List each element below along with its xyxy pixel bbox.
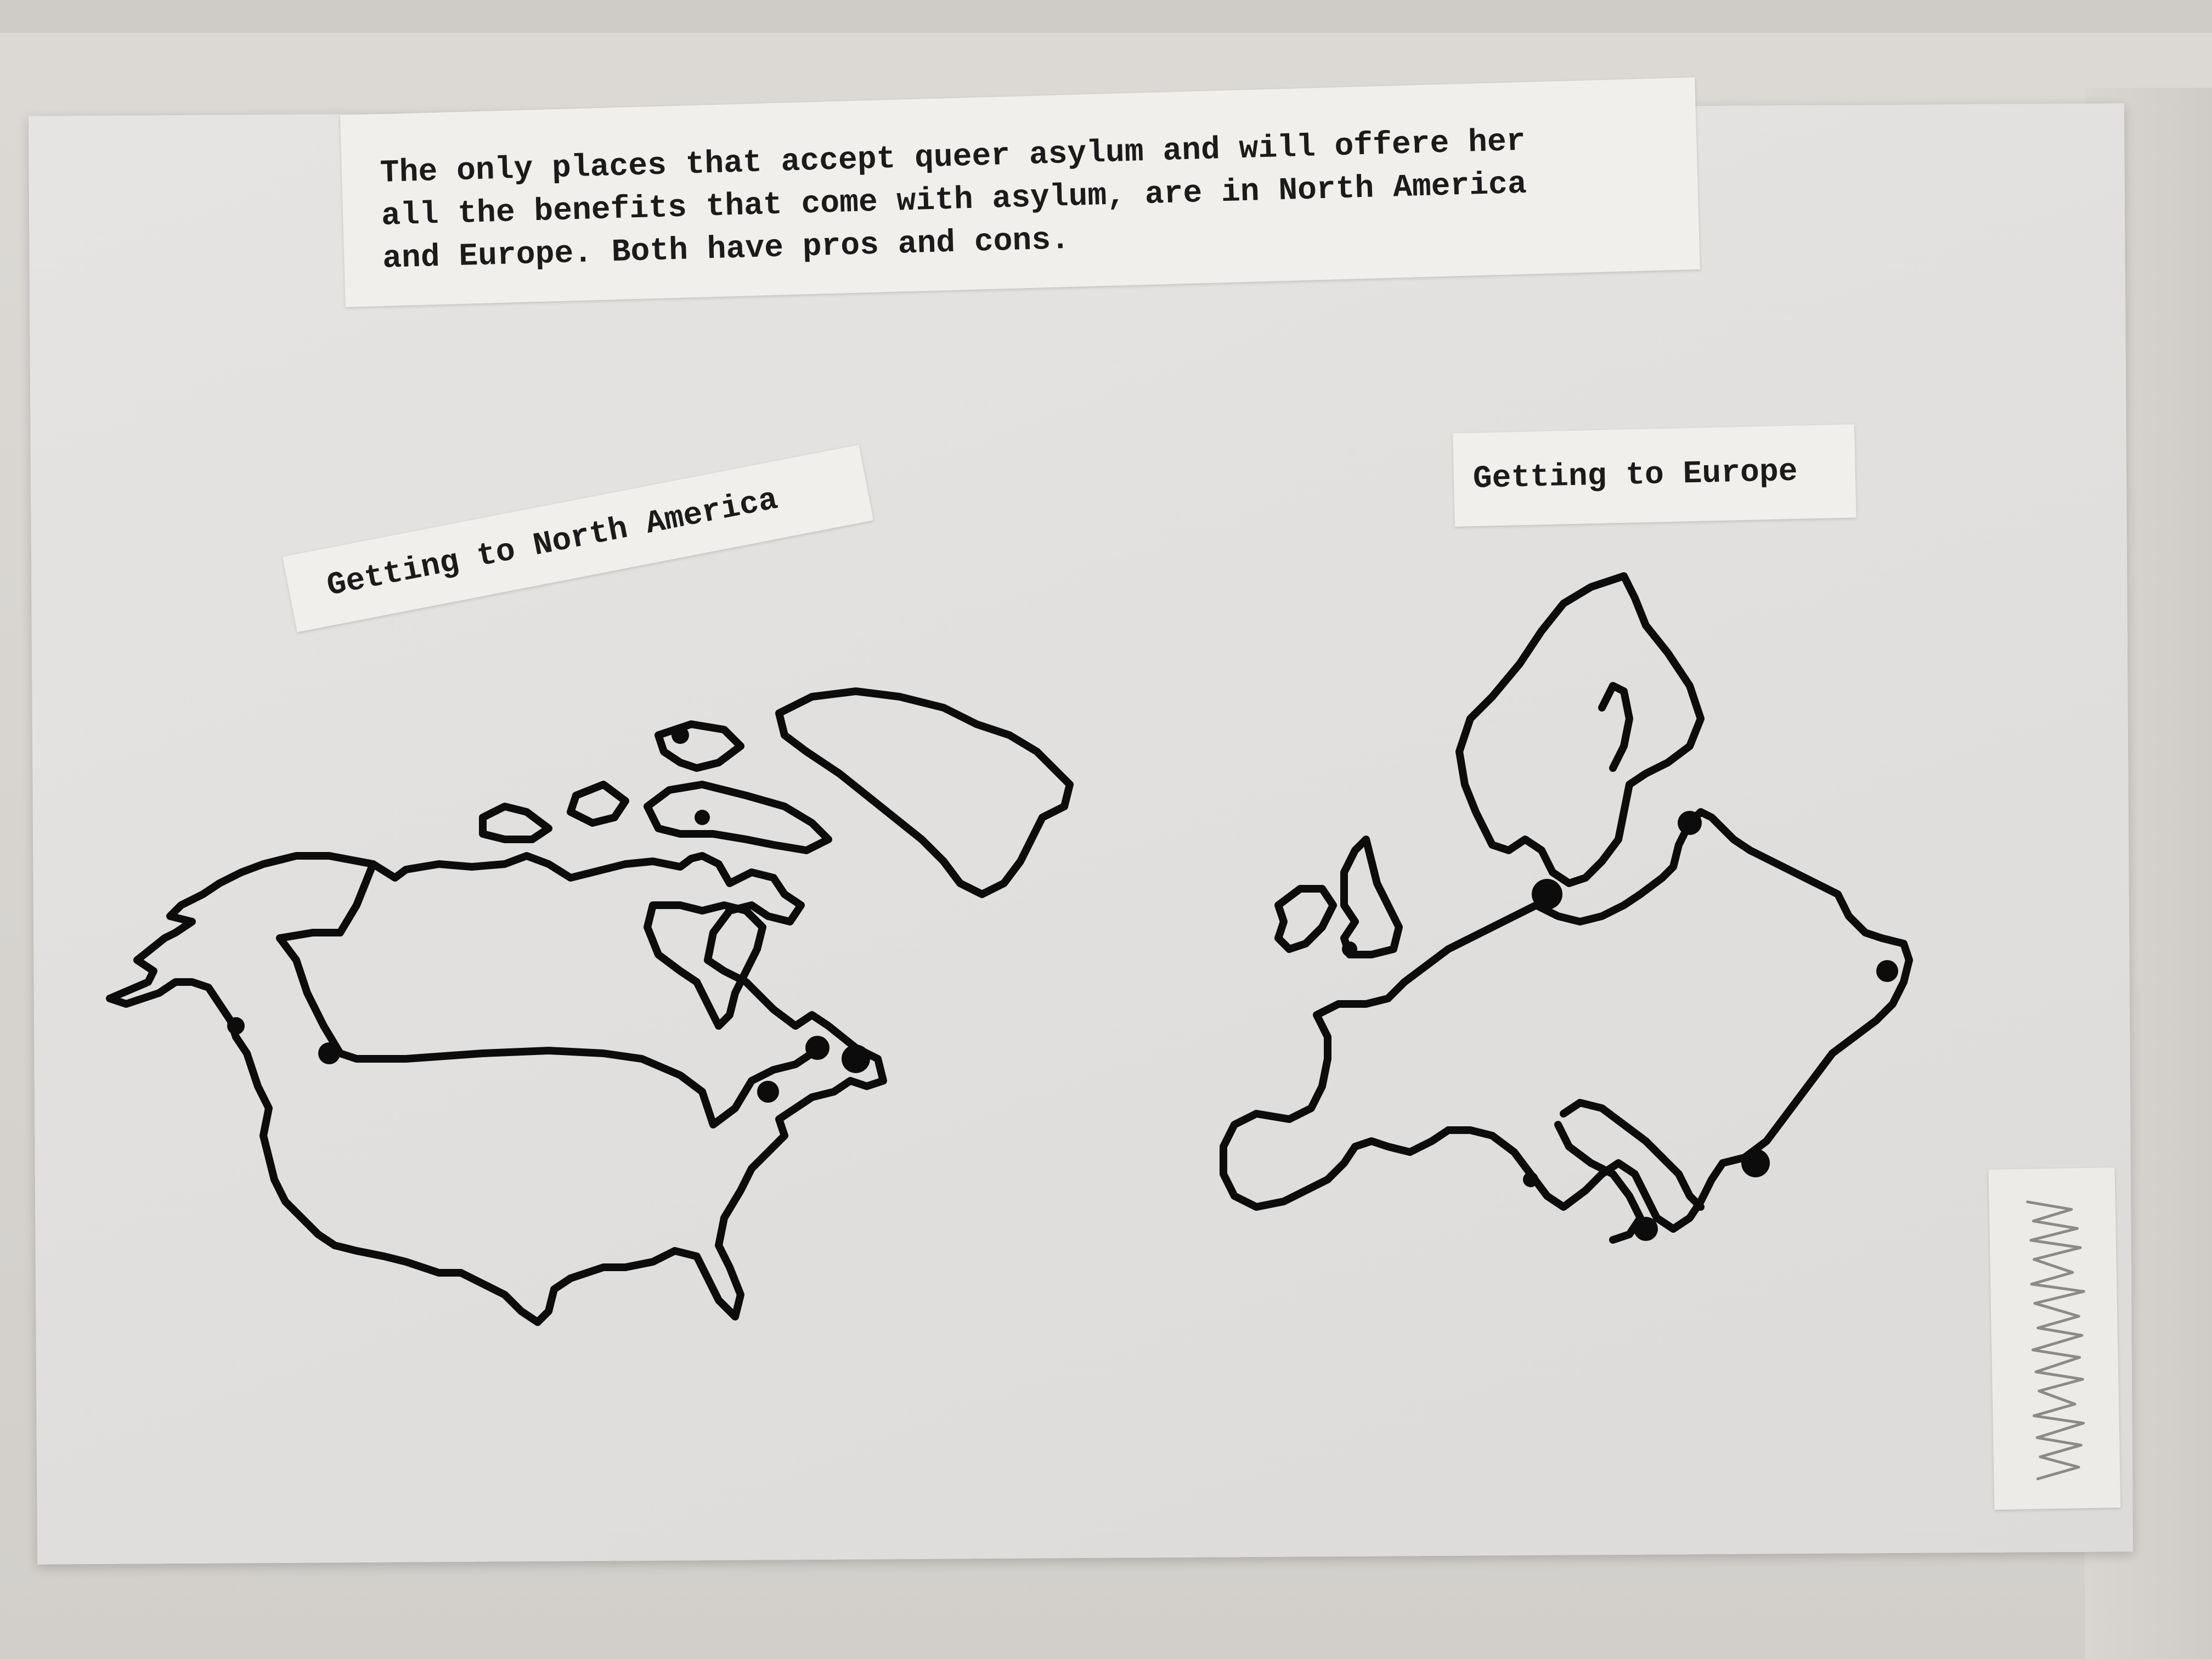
north-america-label-strip: Getting to North America — [283, 445, 873, 633]
north-america-map — [99, 675, 1097, 1372]
intro-text-strip: The only places that accept queer asylum and will offere her all the benefits that come with asylum, are in North America and Europe. Both have pros and cons. — [340, 77, 1700, 307]
europe-label-strip: Getting to Europe — [1453, 424, 1857, 527]
europe-map — [1207, 565, 1920, 1295]
signature-scribble — [1989, 1167, 2121, 1510]
signature-strip — [1989, 1167, 2121, 1510]
